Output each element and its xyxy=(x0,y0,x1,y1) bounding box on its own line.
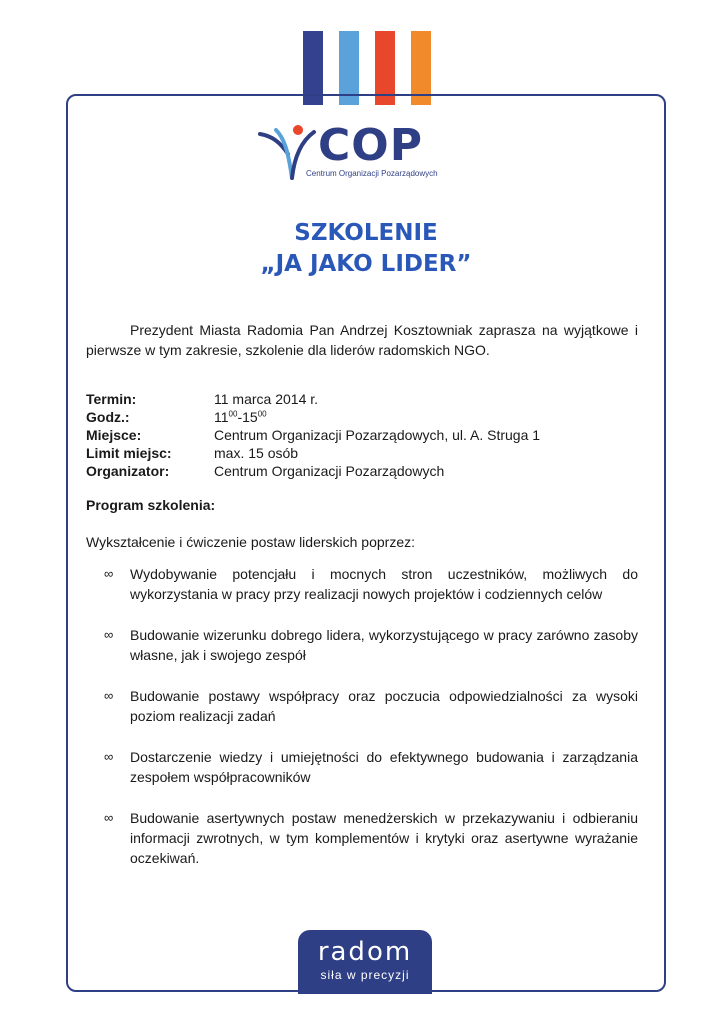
cop-logo-text: COP xyxy=(318,120,423,171)
list-item xyxy=(104,564,638,604)
detail-row-miejsce xyxy=(86,426,646,444)
list-item-text: Dostarczenie wiedzy i umiejętności do efektywnego budowania i zarządzania zespołem współpracowników xyxy=(130,749,638,785)
intro-paragraph: Prezydent Miasta Radomia Pan Andrzej Kosztowniak zaprasza na wyjątkowe i pierwsze w tym zakresie, szkolenie dla liderów radomskich NGO. xyxy=(86,322,638,358)
infinity-bullet-icon: ∞ xyxy=(104,566,114,581)
detail-row-godz xyxy=(86,408,646,426)
list-item-text: Budowanie asertywnych postaw menedżerskich w przekazywaniu i odbieraniu informacji zwrotnych, w tym komplementów i krytyki oraz asertywne wyrażanie oczekiwań. xyxy=(130,810,638,866)
list-item xyxy=(104,625,638,665)
list-item-text: Budowanie wizerunku dobrego lidera, wykorzystującego w pracy zarówno zasoby własne, jak i swojego zespół xyxy=(130,627,638,663)
termin-value: 11 marca 2014 r. xyxy=(214,391,319,407)
limit-value: max. 15 osób xyxy=(214,445,299,461)
event-details xyxy=(86,390,646,480)
godz-end-sup: 00 xyxy=(257,409,267,419)
cop-logo xyxy=(258,120,458,190)
list-item-text: Wydobywanie potencjału i mocnych stron uczestników, możliwych do wykorzystania w pracy przy realizacji nowych projektów i codziennych celów xyxy=(130,566,638,602)
godz-label: Godz.: xyxy=(86,409,130,425)
organizator-value: Centrum Organizacji Pozarządowych xyxy=(214,463,445,479)
detail-row-termin xyxy=(86,390,646,408)
program-heading: Program szkolenia: xyxy=(86,497,216,513)
program-list xyxy=(104,564,638,889)
godz-start: 11 xyxy=(214,409,229,425)
detail-row-limit xyxy=(86,444,646,462)
radom-logo: radom xyxy=(317,937,413,967)
infinity-bullet-icon: ∞ xyxy=(104,627,114,642)
miejsce-value: Centrum Organizacji Pozarządowych, ul. A. Struga 1 xyxy=(214,427,541,443)
list-item xyxy=(104,747,638,787)
organizator-label: Organizator: xyxy=(86,463,170,479)
godz-start-sup: 00 xyxy=(228,409,238,419)
termin-label: Termin: xyxy=(86,391,137,407)
limit-label: Limit miejsc: xyxy=(86,445,172,461)
title-line-1: SZKOLENIE xyxy=(294,220,438,246)
godz-value xyxy=(214,408,267,426)
godz-sep: -15 xyxy=(237,409,258,425)
radom-badge xyxy=(298,930,432,994)
list-item xyxy=(104,686,638,726)
list-item-text: Budowanie postawy współpracy oraz poczucia odpowiedzialności za wysoki poziom realizacji zadań xyxy=(130,688,638,724)
infinity-bullet-icon: ∞ xyxy=(104,688,114,703)
infinity-bullet-icon: ∞ xyxy=(104,749,114,764)
radom-tagline: siła w precyzji xyxy=(320,968,410,982)
title-line-2: „JA JAKO LIDER” xyxy=(260,251,472,277)
detail-row-organizator xyxy=(86,462,646,480)
cop-logo-subtitle: Centrum Organizacji Pozarządowych xyxy=(306,169,438,178)
list-item xyxy=(104,808,638,868)
infinity-bullet-icon: ∞ xyxy=(104,810,114,825)
miejsce-label: Miejsce: xyxy=(86,427,142,443)
program-lead: Wykształcenie i ćwiczenie postaw liderskich poprzez: xyxy=(86,534,415,550)
